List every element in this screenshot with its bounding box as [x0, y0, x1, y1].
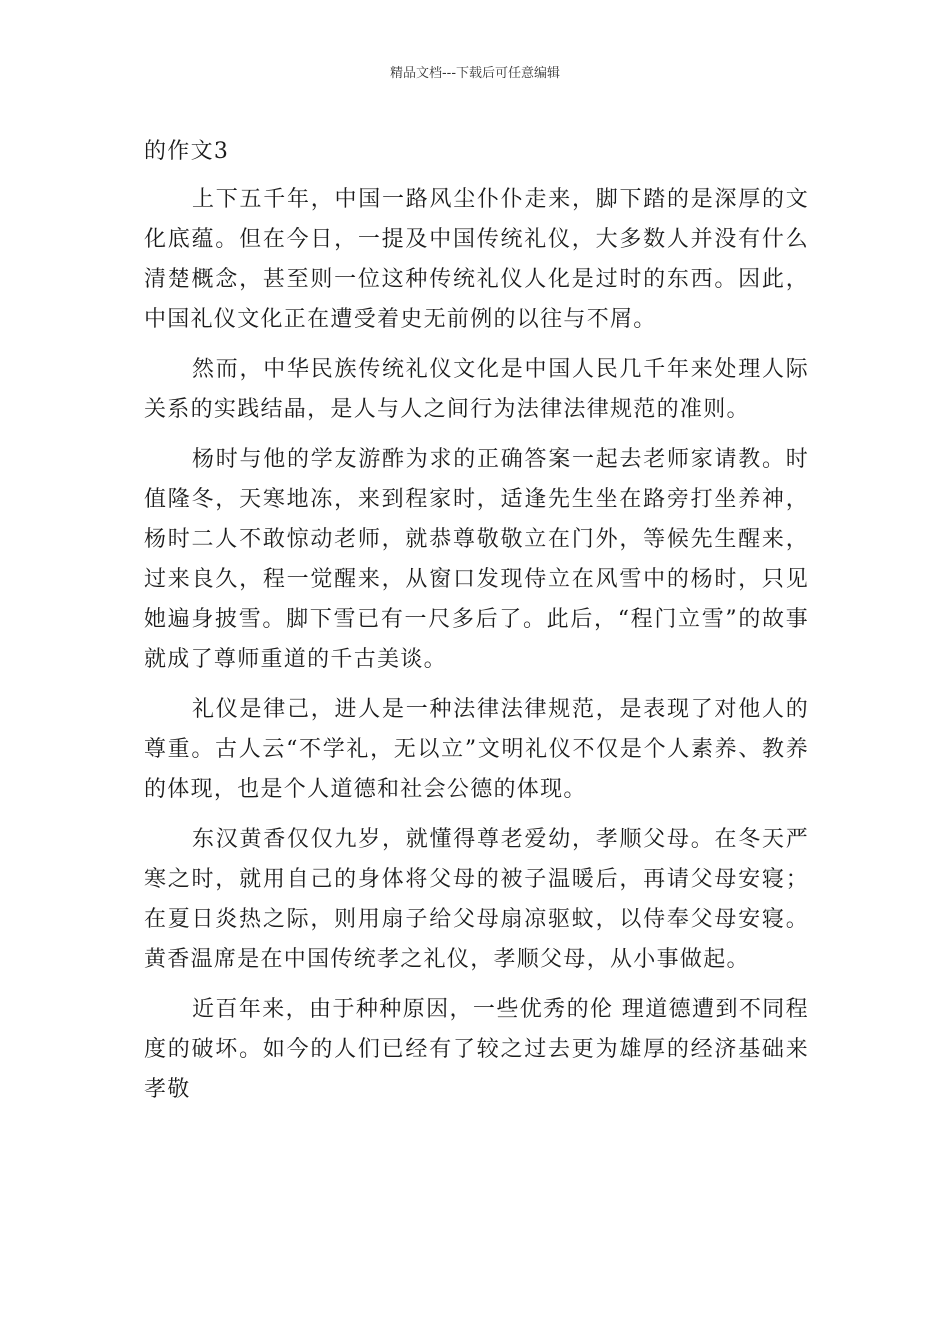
- paragraph-2: 然而，中华民族传统礼仪文化是中国人民几千年来处理人际关系的实践结晶，是人与人之间行为法律法律规范的准则。: [144, 357, 809, 422]
- page-header: 精品文档---下载后可任意编辑: [389, 66, 561, 81]
- paragraph-4: 礼仪是律己，进人是一种法律法律规范，是表现了对他人的尊重。古人云“不学礼，无以立”文明礼仪不仅是个人素养、教养的体现，也是个人道德和社会公德的体现。: [144, 697, 809, 802]
- paragraph-5: 东汉黄香仅仅九岁，就懂得尊老爱幼，孝顺父母。在冬天严寒之时，就用自己的身体将父母的被子温暖后，再请父母安寝；在夏日炎热之际，则用扇子给父母扇凉驱蚊，以侍奉父母安寝。黄香温席是在中国传统孝之礼仪，孝顺父母，从小事做起。: [144, 827, 809, 972]
- paragraph-3: 杨时与他的学友游酢为求的正确答案一起去老师家请教。时值隆冬，天寒地冻，来到程家时，适逢先生坐在路旁打坐养神，杨时二人不敢惊动老师，就恭尊敬敬立在门外，等候先生醒来，过来良久，程一觉醒来，从窗口发现侍立在风雪中的杨时，只见她遍身披雪。脚下雪已有一尺多后了。此后，“程门立雪”的故事就成了尊师重道的千古美谈。: [144, 447, 809, 672]
- paragraph-6: 近百年来，由于种种原因，一些优秀的伦 理道德遭到不同程度的破坏。如今的人们已经有了较之过去更为雄厚的经济基础来孝敬: [144, 997, 809, 1102]
- document-title: 的作文3: [144, 139, 230, 164]
- document-body: [144, 132, 809, 1120]
- paragraph-1: 上下五千年，中国一路风尘仆仆走来，脚下踏的是深厚的文化底蕴。但在今日，一提及中国传统礼仪，大多数人并没有什么清楚概念，甚至则一位这种传统礼仪人化是过时的东西。因此，中国礼仪文化正在遭受着史无前例的以往与不屑。: [144, 187, 809, 332]
